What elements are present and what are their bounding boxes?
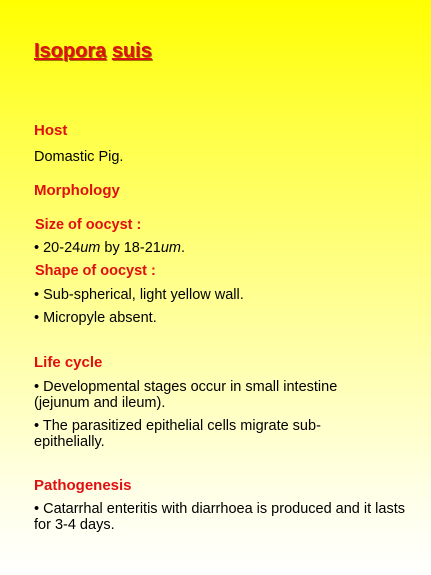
shape-item-1: • Sub-spherical, light yellow wall. xyxy=(34,287,244,303)
size-text: • 20-24um by 18-21um. xyxy=(34,240,186,256)
life-cycle-item-1: • Developmental stages occur in small intestine (jejunum and ileum). xyxy=(34,379,338,411)
pathogenesis-item-1: • Catarrhal enteritis with diarrhoea is produced and it lasts for 3-4 days. xyxy=(34,501,405,533)
life-cycle-heading: Life cycle xyxy=(34,354,103,371)
life-cycle-item-2: • The parasitized epithelial cells migrate sub-epithelially. xyxy=(34,418,321,450)
host-heading: Host xyxy=(34,122,68,139)
host-text: Domastic Pig. xyxy=(34,149,124,165)
morphology-heading: Morphology xyxy=(34,182,120,199)
page-title xyxy=(34,40,152,63)
shape-item-2: • Micropyle absent. xyxy=(34,310,157,326)
title-species: suis xyxy=(111,40,152,62)
shape-heading: Shape of oocyst : xyxy=(35,263,156,279)
size-heading: Size of oocyst : xyxy=(35,217,142,233)
title-genus: Isopora xyxy=(34,40,107,62)
pathogenesis-heading: Pathogenesis xyxy=(34,477,132,494)
